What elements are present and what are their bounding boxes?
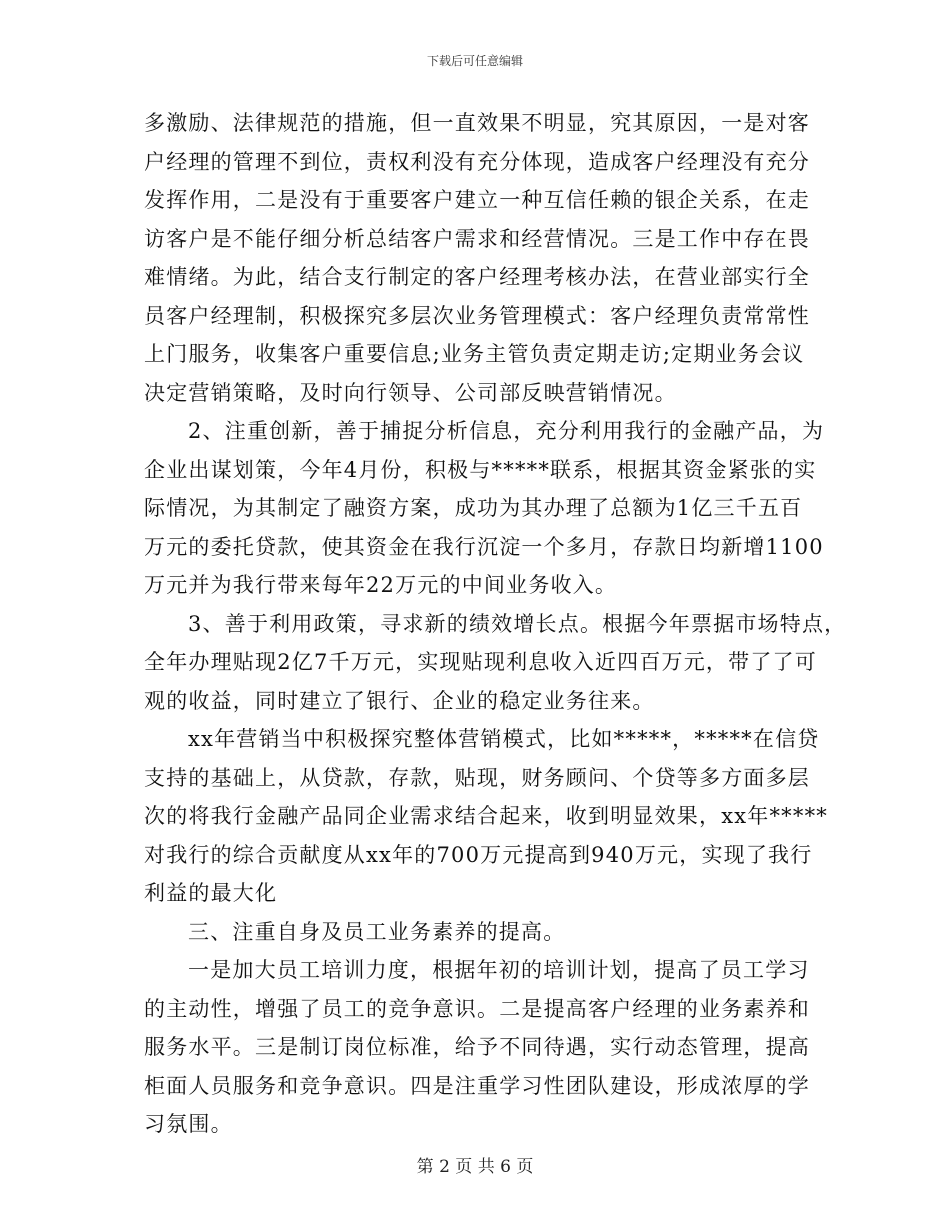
text-line: 观的收益，同时建立了银行、企业的稳定业务往来。 [144, 688, 655, 713]
text-line: 际情况，为其制定了融资方案，成功为其办理了总额为1亿三千五百 [144, 496, 803, 520]
document-body [144, 104, 847, 1144]
page-number: 第 2 页 共 6 页 [416, 1157, 534, 1177]
paragraph-start-line: 3、善于利用政策，寻求新的绩效增长点。根据今年票据市场特点， [188, 611, 847, 636]
text-line: 对我行的综合贡献度从xx年的700万元提高到940万元，实现了我行 [144, 842, 813, 867]
text-line: 全年办理贴现2亿7千万元，实现贴现利息收入近四百万元，带了了可 [144, 650, 817, 674]
text-line: 支持的基础上，从贷款，存款，贴现，财务顾问、个贷等多方面多层 [144, 765, 810, 790]
text-line: 企业出谋划策，今年4月份，积极与*****联系，根据其资金紧张的实 [144, 457, 817, 482]
paragraph-start-line: 2、注重创新，善于捕捉分析信息，充分利用我行的金融产品，为 [188, 419, 825, 443]
text-line: 户经理的管理不到位，责权利没有充分体现，造成客户经理没有充分 [144, 149, 810, 174]
text-line: 习氛围。 [144, 1112, 233, 1136]
text-line: 服务水平。三是制订岗位标准，给予不同待遇，实行动态管理，提高 [144, 1035, 810, 1059]
text-line: 决定营销策略，及时向行领导、公司部反映营销情况。 [144, 380, 677, 405]
text-line: 访客户是不能仔细分析总结客户需求和经营情况。三是工作中存在畏 [144, 226, 810, 251]
text-line: 上门服务，收集客户重要信息;业务主管负责定期走访;定期业务会议 [144, 342, 805, 366]
text-line: 柜面人员服务和竞争意识。四是注重学习性团队建设，形成浓厚的学 [144, 1073, 810, 1098]
section-heading: 三、注重自身及员工业务素养的提高。 [188, 919, 566, 944]
text-line: 员客户经理制，积极探究多层次业务管理模式：客户经理负责常常性 [144, 303, 810, 328]
text-line: 发挥作用，二是没有于重要客户建立一种互信任赖的银企关系，在走 [144, 188, 810, 212]
text-line: 万元的委托贷款，使其资金在我行沉淀一个多月，存款日均新增1100 [144, 534, 824, 559]
paragraph-start-line: 一是加大员工培训力度，根据年初的培训计划，提高了员工学习 [188, 958, 810, 982]
text-line: 万元并为我行带来每年22万元的中间业务收入。 [144, 573, 618, 597]
text-line: 的主动性，增强了员工的竞争意识。二是提高客户经理的业务素养和 [144, 996, 810, 1021]
text-line: 次的将我行金融产品同企业需求结合起来，收到明显效果，xx年***** [144, 804, 828, 828]
text-line: 多激励、法律规范的措施，但一直效果不明显，究其原因，一是对客 [144, 111, 810, 135]
text-line: 难情绪。为此，结合支行制定的客户经理考核办法，在营业部实行全 [144, 265, 810, 289]
text-line: 利益的最大化 [144, 881, 278, 905]
paragraph-start-line: xx年营销当中积极探究整体营销模式，比如*****，*****在信贷 [188, 727, 820, 751]
page-header: 下载后可任意编辑 [426, 54, 523, 68]
